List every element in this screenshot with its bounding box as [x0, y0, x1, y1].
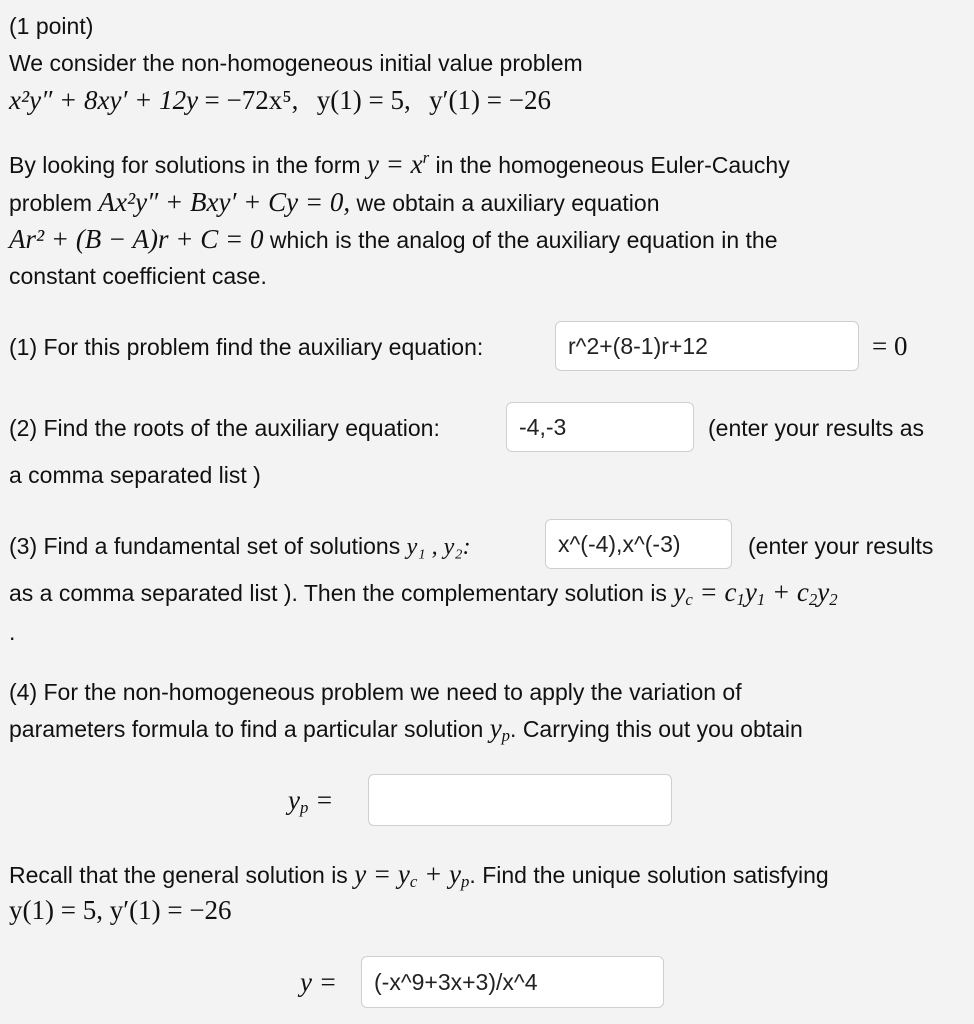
final-initial-conditions: y(1) = 5, y′(1) = −26 — [9, 895, 232, 925]
ode-lhs: x²y″ + 8xy′ + 12y — [9, 85, 199, 115]
auxiliary-equation-input[interactable] — [555, 321, 859, 371]
q2-note-line-2: a comma separated list ) — [9, 462, 261, 488]
q4-line-1: (4) For the non-homogeneous problem we need to apply the variation of — [9, 679, 742, 705]
explanation-text: problem — [9, 190, 93, 216]
explanation-line-2 — [9, 188, 660, 217]
problem-equation — [9, 86, 551, 115]
q4-line-2 — [9, 713, 803, 746]
euler-cauchy-equation: Ax²y″ + Bxy′ + Cy = 0, — [98, 187, 351, 217]
q3-note: (enter your results — [748, 533, 934, 559]
equals-zero: = 0 — [872, 331, 908, 361]
points-label: (1 point) — [9, 13, 94, 39]
q4-line-2-end: . Carrying this out you obtain — [510, 716, 803, 742]
final-line-1 — [9, 859, 829, 892]
complementary-solution: $y_c = c_1y_1 + c_2y_2$ — [673, 577, 838, 610]
explanation-text: in the homogeneous Euler-Cauchy — [435, 152, 790, 178]
yp-label: $y_p$ = — [288, 785, 334, 818]
auxiliary-equation-general: Ar² + (B − A)r + C = 0 — [9, 224, 264, 254]
trial-form: $y = x^r$ — [366, 147, 430, 179]
q3-label — [9, 532, 471, 561]
explanation-text: By looking for solutions in the form — [9, 152, 361, 178]
q2-note: (enter your results as — [708, 415, 925, 441]
initial-condition-1: y(1) = 5, — [316, 85, 411, 115]
yp-symbol: $y_p$ — [489, 713, 511, 746]
explanation-text: we obtain a auxiliary equation — [356, 190, 660, 216]
q3-line-2 — [9, 577, 838, 610]
solution-vars: y₁ , y₂: — [406, 534, 471, 560]
general-solution: $y = y_c + y_p$ — [354, 859, 470, 892]
q4-line-2-text: parameters formula to find a particular solution — [9, 716, 484, 742]
fundamental-set-input[interactable] — [545, 519, 732, 569]
explanation-line-4: constant coefficient case. — [9, 263, 267, 289]
explanation-text: which is the analog of the auxiliary equation in the — [269, 227, 778, 253]
y-label: y = — [300, 967, 337, 997]
q1-label: (1) For this problem find the auxiliary equation: — [9, 334, 484, 360]
explanation-line-1 — [9, 147, 790, 179]
final-line-1-text: Recall that the general solution is — [9, 862, 348, 888]
q3-period: . — [9, 619, 16, 645]
q3-label-text: (3) Find a fundamental set of solutions — [9, 533, 401, 559]
q2-label: (2) Find the roots of the auxiliary equation: — [9, 415, 440, 441]
explanation-line-3 — [9, 225, 777, 254]
particular-solution-input[interactable] — [368, 774, 672, 826]
q3-line-2-text: as a comma separated list ). Then the complementary solution is — [9, 580, 667, 606]
ode-rhs: = −72x⁵, — [204, 85, 299, 115]
unique-solution-input[interactable] — [361, 956, 664, 1008]
final-line-1-end: . Find the unique solution satisfying — [469, 862, 829, 888]
intro-text: We consider the non-homogeneous initial value problem — [9, 50, 583, 76]
initial-condition-2: y′(1) = −26 — [429, 85, 551, 115]
roots-input[interactable] — [506, 402, 694, 452]
